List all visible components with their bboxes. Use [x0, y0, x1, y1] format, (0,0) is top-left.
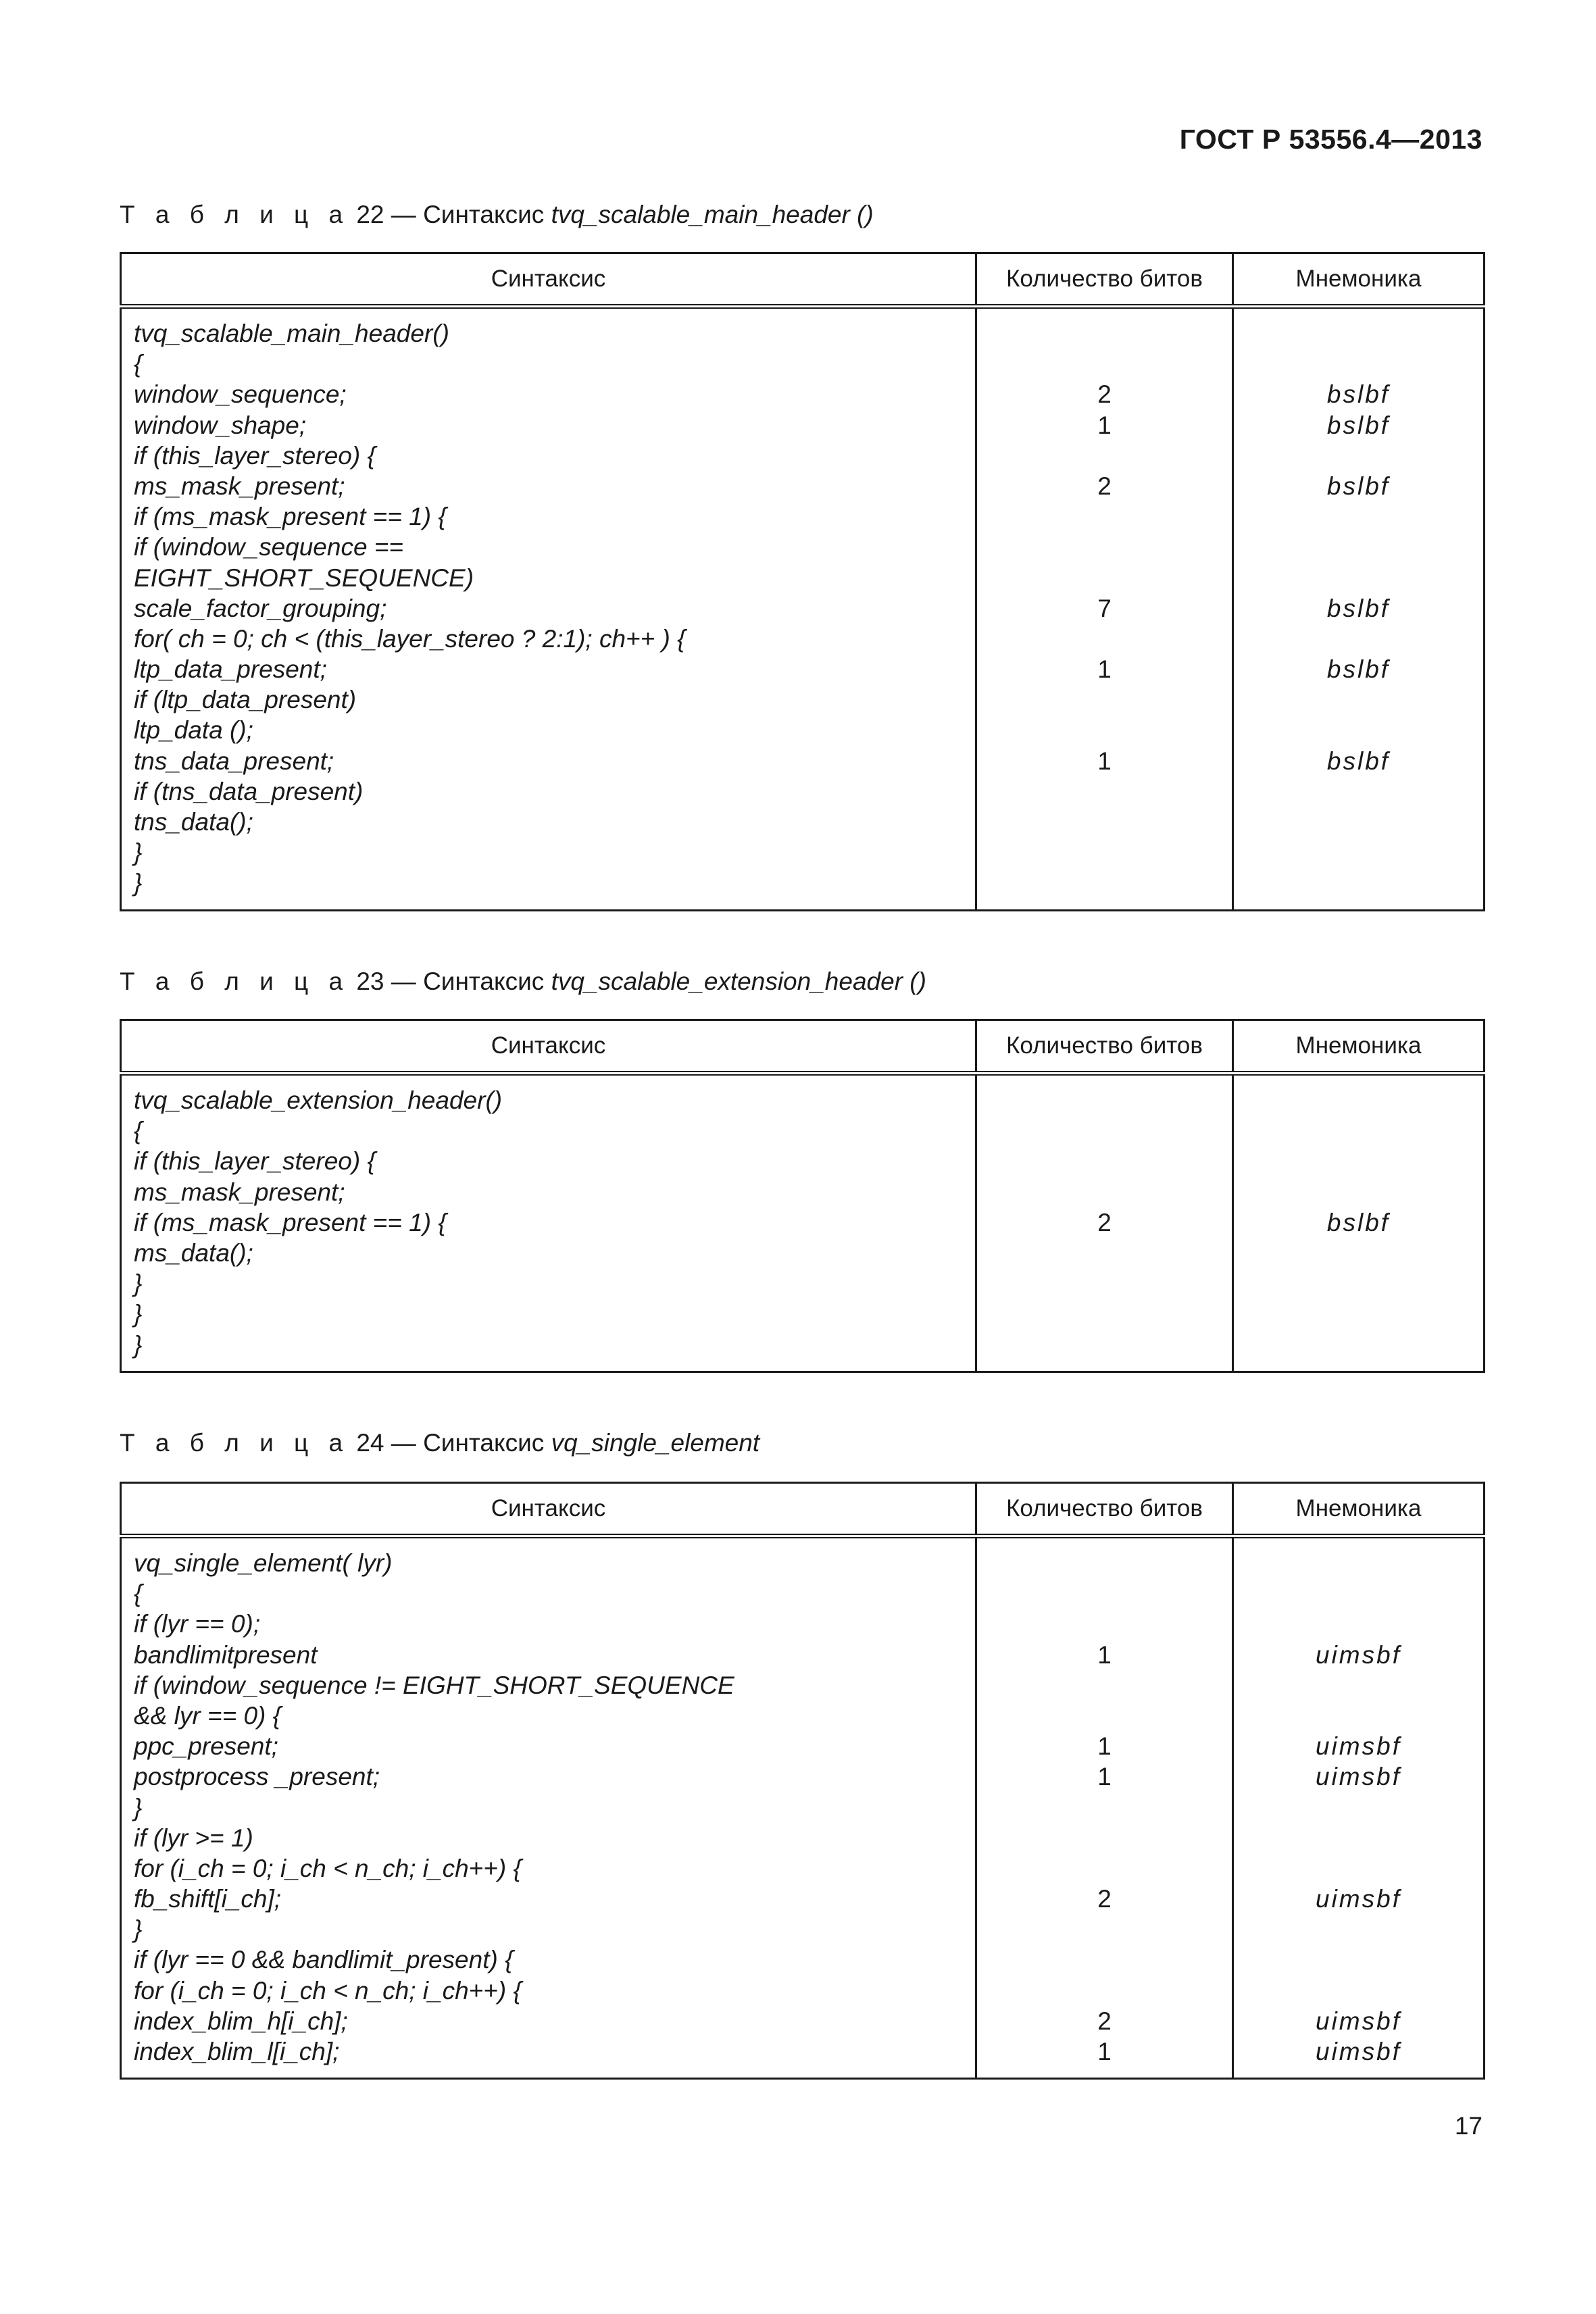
- mnemonic-value: bslbf: [1326, 411, 1391, 439]
- bit-count: [977, 563, 1232, 593]
- bit-count: [977, 1944, 1232, 1975]
- table-caption-number: 22 — Синтаксис: [349, 201, 551, 228]
- mnemonic-value: [1234, 1115, 1483, 1146]
- bit-count: [977, 1853, 1232, 1884]
- mnemonic-column: [1233, 1536, 1485, 2079]
- bit-count: [977, 1914, 1232, 1944]
- table-caption-prefix: Т а б л и ц а: [120, 967, 350, 995]
- mnemonic-value: [1234, 318, 1483, 349]
- syntax-line: }: [134, 1793, 143, 1821]
- syntax-line: }: [134, 1269, 143, 1298]
- bit-count: [977, 867, 1232, 898]
- bit-count: 1: [1097, 655, 1112, 684]
- table-caption-name: vq_single_element: [551, 1429, 760, 1457]
- syntax-line: && lyr == 0) {: [134, 1701, 281, 1730]
- bit-count: [977, 1085, 1232, 1115]
- syntax-line: window_sequence;: [134, 380, 347, 409]
- bit-count: 2: [1097, 380, 1112, 409]
- syntax-line: {: [134, 350, 143, 378]
- mnemonic-value: [1234, 1914, 1483, 1944]
- bit-count: [977, 1268, 1232, 1299]
- bit-count: [977, 318, 1232, 349]
- page-number: 17: [1454, 2112, 1482, 2140]
- bit-count: [977, 1792, 1232, 1823]
- mnemonic-value: [1234, 1548, 1483, 1578]
- syntax-line: ltp_data_present;: [134, 655, 327, 684]
- mnemonic-value: bslbf: [1326, 747, 1391, 775]
- mnemonic-value: uimsbf: [1316, 1763, 1401, 1791]
- syntax-line: if (lyr == 0);: [134, 1610, 261, 1638]
- bit-count: [977, 1299, 1232, 1329]
- bit-count: [977, 1177, 1232, 1207]
- bit-count: [977, 1238, 1232, 1268]
- syntax-line: ms_data();: [134, 1238, 253, 1267]
- syntax-line: EIGHT_SHORT_SEQUENCE): [134, 563, 474, 592]
- mnemonic-value: bslbf: [1326, 472, 1391, 500]
- bit-count: [977, 837, 1232, 867]
- table-caption-number: 24 — Синтаксис: [349, 1429, 551, 1457]
- bit-count: 2: [1097, 1885, 1112, 1913]
- bit-count: [977, 624, 1232, 654]
- syntax-line: for( ch = 0; ch < (this_layer_stereo ? 2:1); ch++ ) {: [134, 624, 686, 653]
- syntax-line: vq_single_element( lyr): [134, 1549, 393, 1577]
- bit-count: 2: [1097, 472, 1112, 500]
- table-caption-prefix: Т а б л и ц а: [120, 1429, 350, 1457]
- table-caption-name: tvq_scalable_main_header (): [551, 201, 874, 228]
- syntax-line: scale_factor_grouping;: [134, 594, 387, 622]
- bit-count: 1: [1097, 747, 1112, 775]
- bit-count: 2: [1097, 1208, 1112, 1236]
- table-caption-name: tvq_scalable_extension_header (): [551, 967, 926, 995]
- syntax-line: if (ms_mask_present == 1) {: [134, 503, 447, 531]
- column-header-mnemonic: Мнемоника: [1233, 1020, 1485, 1074]
- mnemonic-value: [1234, 1268, 1483, 1299]
- mnemonic-value: [1234, 1976, 1483, 2006]
- bit-count: 1: [1097, 2038, 1112, 2065]
- table-caption-prefix: Т а б л и ц а: [120, 201, 350, 228]
- syntax-line: }: [134, 1300, 143, 1328]
- bit-count: [977, 532, 1232, 562]
- mnemonic-value: uimsbf: [1316, 1640, 1401, 1669]
- syntax-line: bandlimitpresent: [134, 1640, 318, 1669]
- bit-count: 1: [1097, 1763, 1112, 1791]
- bit-count: [977, 1701, 1232, 1731]
- mnemonic-value: [1234, 1299, 1483, 1329]
- mnemonic-value: uimsbf: [1316, 2007, 1401, 2035]
- syntax-line: }: [134, 1915, 143, 1944]
- syntax-line: tns_data_present;: [134, 747, 334, 775]
- mnemonic-value: [1234, 807, 1483, 837]
- mnemonic-value: [1234, 1146, 1483, 1176]
- syntax-line: if (window_sequence != EIGHT_SHORT_SEQUENCE: [134, 1671, 734, 1699]
- syntax-column: [121, 307, 976, 911]
- bit-count: [977, 1976, 1232, 2006]
- bit-count: [977, 501, 1232, 532]
- mnemonic-value: bslbf: [1326, 655, 1391, 684]
- bit-count: [977, 1670, 1232, 1701]
- syntax-column: [121, 1074, 976, 1372]
- syntax-line: window_shape;: [134, 411, 307, 439]
- syntax-line: }: [134, 1330, 143, 1359]
- bit-count: 1: [1097, 1640, 1112, 1669]
- column-header-syntax: Синтаксис: [121, 1483, 976, 1536]
- syntax-line: if (ltp_data_present): [134, 686, 357, 714]
- syntax-table-24: [120, 1482, 1485, 2080]
- syntax-line: if (this_layer_stereo) {: [134, 441, 376, 470]
- syntax-line: tns_data();: [134, 808, 253, 836]
- mnemonic-value: [1234, 867, 1483, 898]
- mnemonic-value: [1234, 349, 1483, 379]
- syntax-line: if (lyr >= 1): [134, 1823, 253, 1852]
- mnemonic-value: [1234, 563, 1483, 593]
- syntax-line: tvq_scalable_main_header(): [134, 320, 449, 347]
- mnemonic-value: [1234, 1944, 1483, 1975]
- bit-count: [977, 1115, 1232, 1146]
- mnemonic-value: [1234, 1670, 1483, 1701]
- mnemonic-column: [1233, 307, 1485, 911]
- bit-count: [977, 807, 1232, 837]
- table-23-caption: [120, 967, 926, 996]
- mnemonic-value: bslbf: [1326, 1208, 1391, 1236]
- column-header-bits: Количество битов: [976, 1020, 1233, 1074]
- syntax-line: if (window_sequence ==: [134, 533, 404, 561]
- mnemonic-value: [1234, 1792, 1483, 1823]
- mnemonic-value: [1234, 1578, 1483, 1609]
- bit-count: [977, 1578, 1232, 1609]
- mnemonic-value: [1234, 501, 1483, 532]
- column-header-mnemonic: Мнемоника: [1233, 253, 1485, 307]
- mnemonic-value: [1234, 532, 1483, 562]
- table-caption-number: 23 — Синтаксис: [349, 967, 551, 995]
- bit-count: [977, 349, 1232, 379]
- syntax-line: {: [134, 1117, 143, 1145]
- bit-count: 7: [1097, 594, 1112, 622]
- bit-count: 1: [1097, 1732, 1112, 1761]
- syntax-line: if (tns_data_present): [134, 777, 364, 805]
- syntax-line: for (i_ch = 0; i_ch < n_ch; i_ch++) {: [134, 1976, 522, 2005]
- bit-count: 1: [1097, 411, 1112, 439]
- syntax-line: if (lyr == 0 && bandlimit_present) {: [134, 1946, 514, 1974]
- mnemonic-value: [1234, 1701, 1483, 1731]
- bit-count: [977, 684, 1232, 715]
- mnemonic-value: [1234, 715, 1483, 745]
- bits-column: [976, 307, 1233, 911]
- mnemonic-value: [1234, 837, 1483, 867]
- syntax-line: }: [134, 869, 143, 897]
- bit-count: [977, 776, 1232, 807]
- mnemonic-value: [1234, 776, 1483, 807]
- syntax-line: ltp_data ();: [134, 716, 253, 745]
- syntax-line: postprocess _present;: [134, 1763, 380, 1791]
- table-24-caption: [120, 1429, 759, 1457]
- syntax-table-23: [120, 1019, 1485, 1373]
- bit-count: [977, 1146, 1232, 1176]
- bit-count: [977, 1609, 1232, 1639]
- mnemonic-value: [1234, 441, 1483, 471]
- syntax-line: }: [134, 838, 143, 867]
- bit-count: [977, 715, 1232, 745]
- mnemonic-value: [1234, 1330, 1483, 1360]
- syntax-line: ppc_present;: [134, 1732, 278, 1761]
- syntax-line: index_blim_l[i_ch];: [134, 2038, 340, 2065]
- syntax-line: if (this_layer_stereo) {: [134, 1147, 376, 1176]
- syntax-line: ms_mask_present;: [134, 1178, 345, 1206]
- mnemonic-value: [1234, 1085, 1483, 1115]
- syntax-line: tvq_scalable_extension_header(): [134, 1086, 503, 1114]
- column-header-bits: Количество битов: [976, 253, 1233, 307]
- bit-count: [977, 441, 1232, 471]
- column-header-syntax: Синтаксис: [121, 253, 976, 307]
- mnemonic-value: [1234, 624, 1483, 654]
- syntax-line: {: [134, 1580, 143, 1608]
- mnemonic-value: [1234, 1853, 1483, 1884]
- mnemonic-value: bslbf: [1326, 380, 1391, 409]
- mnemonic-value: [1234, 1823, 1483, 1853]
- syntax-line: fb_shift[i_ch];: [134, 1885, 282, 1913]
- column-header-mnemonic: Мнемоника: [1233, 1483, 1485, 1536]
- syntax-line: if (ms_mask_present == 1) {: [134, 1208, 447, 1236]
- mnemonic-value: bslbf: [1326, 594, 1391, 622]
- bits-column: [976, 1536, 1233, 2079]
- mnemonic-value: uimsbf: [1316, 1885, 1401, 1913]
- mnemonic-value: [1234, 1177, 1483, 1207]
- bits-column: [976, 1074, 1233, 1372]
- mnemonic-value: uimsbf: [1316, 2038, 1401, 2065]
- column-header-syntax: Синтаксис: [121, 1020, 976, 1074]
- table-22-caption: [120, 201, 874, 229]
- syntax-column: [121, 1536, 976, 2079]
- bit-count: [977, 1823, 1232, 1853]
- mnemonic-value: uimsbf: [1316, 1732, 1401, 1761]
- mnemonic-value: [1234, 1609, 1483, 1639]
- mnemonic-value: [1234, 684, 1483, 715]
- standard-designation: ГОСТ Р 53556.4—2013: [1179, 124, 1482, 155]
- bit-count: [977, 1548, 1232, 1578]
- mnemonic-column: [1233, 1074, 1485, 1372]
- mnemonic-value: [1234, 1238, 1483, 1268]
- bit-count: 2: [1097, 2007, 1112, 2035]
- syntax-line: for (i_ch = 0; i_ch < n_ch; i_ch++) {: [134, 1854, 522, 1882]
- syntax-line: index_blim_h[i_ch];: [134, 2007, 348, 2035]
- bit-count: [977, 1330, 1232, 1360]
- syntax-table-22: [120, 252, 1485, 911]
- syntax-line: ms_mask_present;: [134, 472, 345, 500]
- column-header-bits: Количество битов: [976, 1483, 1233, 1536]
